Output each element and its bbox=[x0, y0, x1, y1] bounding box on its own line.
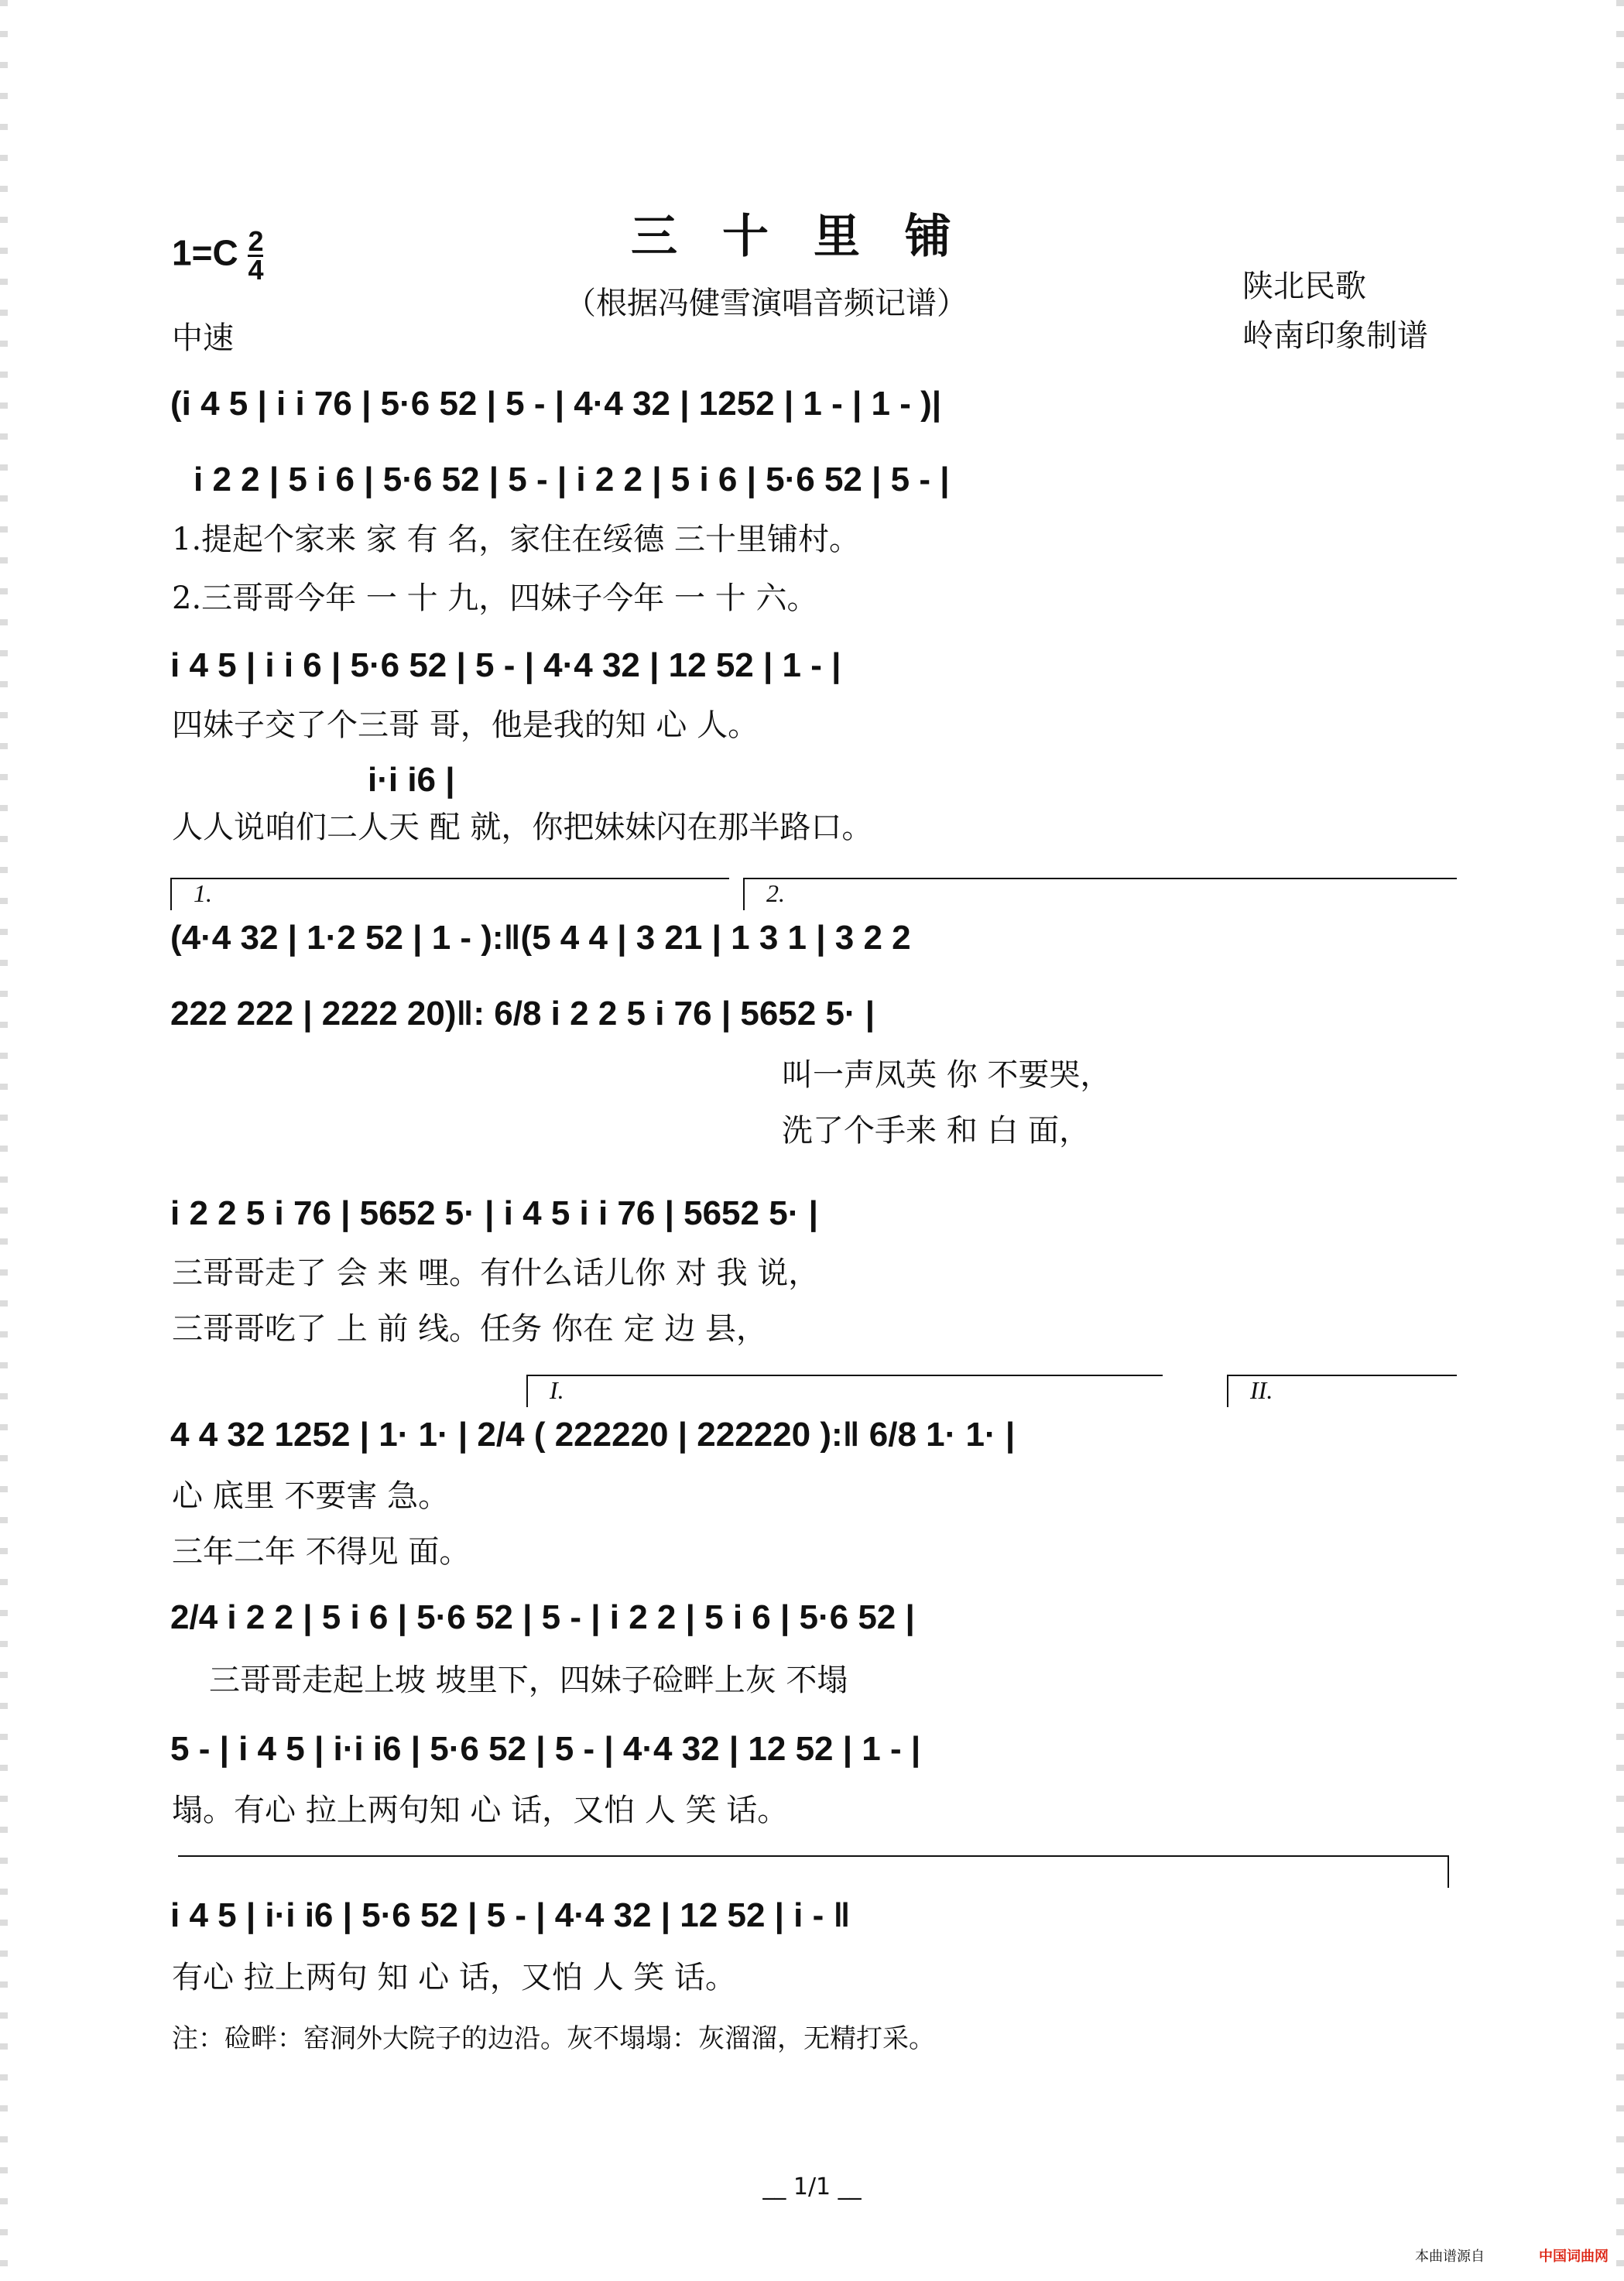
song-origin: 陕北民歌 bbox=[1242, 269, 1366, 304]
lyric-line: 心 底里 不要害 急。 bbox=[172, 1478, 450, 1514]
notation-text: 222 222 | 2222 20)‖: 6/8 i 2 2 5 i 76 | 5652 5· | bbox=[170, 995, 875, 1033]
notation-text: 5 - | i 4 5 | i·i i6 | 5·6 52 | 5 - | 4·4 32 | 12 52 | 1 - | bbox=[170, 1730, 921, 1768]
page-number: __ 1/1 __ bbox=[762, 2173, 862, 2201]
footnote: 注：硷畔：窑洞外大院子的边沿。灰不塌塌：灰溜溜，无精打采。 bbox=[172, 2023, 935, 2054]
notation-row-4 bbox=[170, 879, 1455, 977]
tempo-mark: 中速 bbox=[172, 320, 234, 356]
lyric-line: 叫一声凤英 你 不要哭， bbox=[782, 1057, 1112, 1093]
arranger: 岭南印象制谱 bbox=[1242, 318, 1428, 354]
volta-bracket bbox=[526, 1375, 1163, 1407]
lyric-line: 三年二年 不得见 面。 bbox=[172, 1534, 471, 1570]
lyric-line: 有心 拉上两句 知 心 话，又怕 人 笑 话。 bbox=[172, 1960, 737, 1995]
notation-row-1 bbox=[170, 457, 1455, 519]
notation-row-7 bbox=[170, 1376, 1455, 1474]
notation-row-10 bbox=[170, 1892, 1455, 1954]
lyric-line: 三哥哥吃了 上 前 线。任务 你在 定 边 县， bbox=[172, 1311, 768, 1347]
notation-text: (i 4 5 | i i 76 | 5·6 52 | 5 - | 4·4 32 | 1252 | 1 - | 1 - )| bbox=[170, 385, 942, 423]
notation-row-6 bbox=[170, 1190, 1455, 1252]
notation-text: i·i i6 | bbox=[368, 761, 455, 799]
subtitle: （根据冯健雪演唱音频记谱） bbox=[565, 286, 968, 321]
volta-bracket bbox=[743, 878, 1457, 910]
lyric-line: 1.提起个家来 家 有 名，家住在绥德 三十里铺村。 bbox=[172, 522, 861, 557]
lyric-line: 三哥哥走起上坡 坡里下，四妹子硷畔上灰 不塌 bbox=[209, 1663, 848, 1698]
volta-label: I. bbox=[550, 1376, 564, 1404]
notation-text: 2/4 i 2 2 | 5 i 6 | 5·6 52 | 5 - | i 2 2 | 5 i 6 | 5·6 52 | bbox=[170, 1598, 915, 1636]
notation-row-8 bbox=[170, 1594, 1455, 1656]
lyric-line: 三哥哥走了 会 来 哩。有什么话儿你 对 我 说， bbox=[172, 1255, 820, 1291]
notation-text: i 4 5 | i·i i6 | 5·6 52 | 5 - | 4·4 32 | 12 52 | i - ‖ bbox=[170, 1896, 851, 1934]
notation-row-2 bbox=[170, 642, 1455, 704]
notation-row-5 bbox=[170, 991, 1455, 1053]
notation-row-0 bbox=[170, 381, 1455, 443]
key-signature: 1=C $\frac{2}{4}$ bbox=[172, 225, 264, 286]
notation-text: (4·4 32 | 1·2 52 | 1 - ):‖(5 4 4 | 3 21 | 1 3 1 | 3 2 2 bbox=[170, 919, 911, 957]
volta-label: 1. bbox=[194, 879, 212, 907]
lyric-line: 2.三哥哥今年 一 十 九，四妹子今年 一 十 六。 bbox=[172, 581, 818, 616]
source-caption: 本曲谱源自 bbox=[1415, 2248, 1485, 2265]
site-mark: 中国词曲网 bbox=[1539, 2248, 1609, 2265]
time-signature: $\frac{2}{4}$ bbox=[248, 225, 264, 286]
notation-text: 4 4 32 1252 | 1· 1· | 2/4 ( 222220 | 222220 ):‖ 6/8 1· 1· | bbox=[170, 1416, 1016, 1454]
volta-label: 2. bbox=[766, 879, 785, 907]
notation-row-9 bbox=[170, 1726, 1455, 1788]
notation-text: i 4 5 | i i 6 | 5·6 52 | 5 - | 4·4 32 | 12 52 | 1 - | bbox=[170, 646, 841, 684]
lyric-line: 人人说咱们二人天 配 就，你把妹妹闪在那半路口。 bbox=[172, 810, 873, 845]
lyric-line: 塌。有心 拉上两句知 心 话，又怕 人 笑 话。 bbox=[172, 1793, 789, 1828]
lyric-line: 四妹子交了个三哥 哥，他是我的知 心 人。 bbox=[172, 707, 759, 743]
volta-bracket bbox=[170, 878, 729, 910]
ending-bracket bbox=[178, 1855, 1449, 1888]
page-title: 三十里铺 bbox=[631, 210, 996, 264]
lyric-line: 洗了个手来 和 白 面， bbox=[782, 1113, 1091, 1149]
notation-text: i 2 2 | 5 i 6 | 5·6 52 | 5 - | i 2 2 | 5 i 6 | 5·6 52 | 5 - | bbox=[194, 461, 950, 498]
volta-label: II. bbox=[1250, 1376, 1273, 1404]
notation-text: i 2 2 5 i 76 | 5652 5· | i 4 5 i i 76 | 5652 5· | bbox=[170, 1194, 818, 1232]
